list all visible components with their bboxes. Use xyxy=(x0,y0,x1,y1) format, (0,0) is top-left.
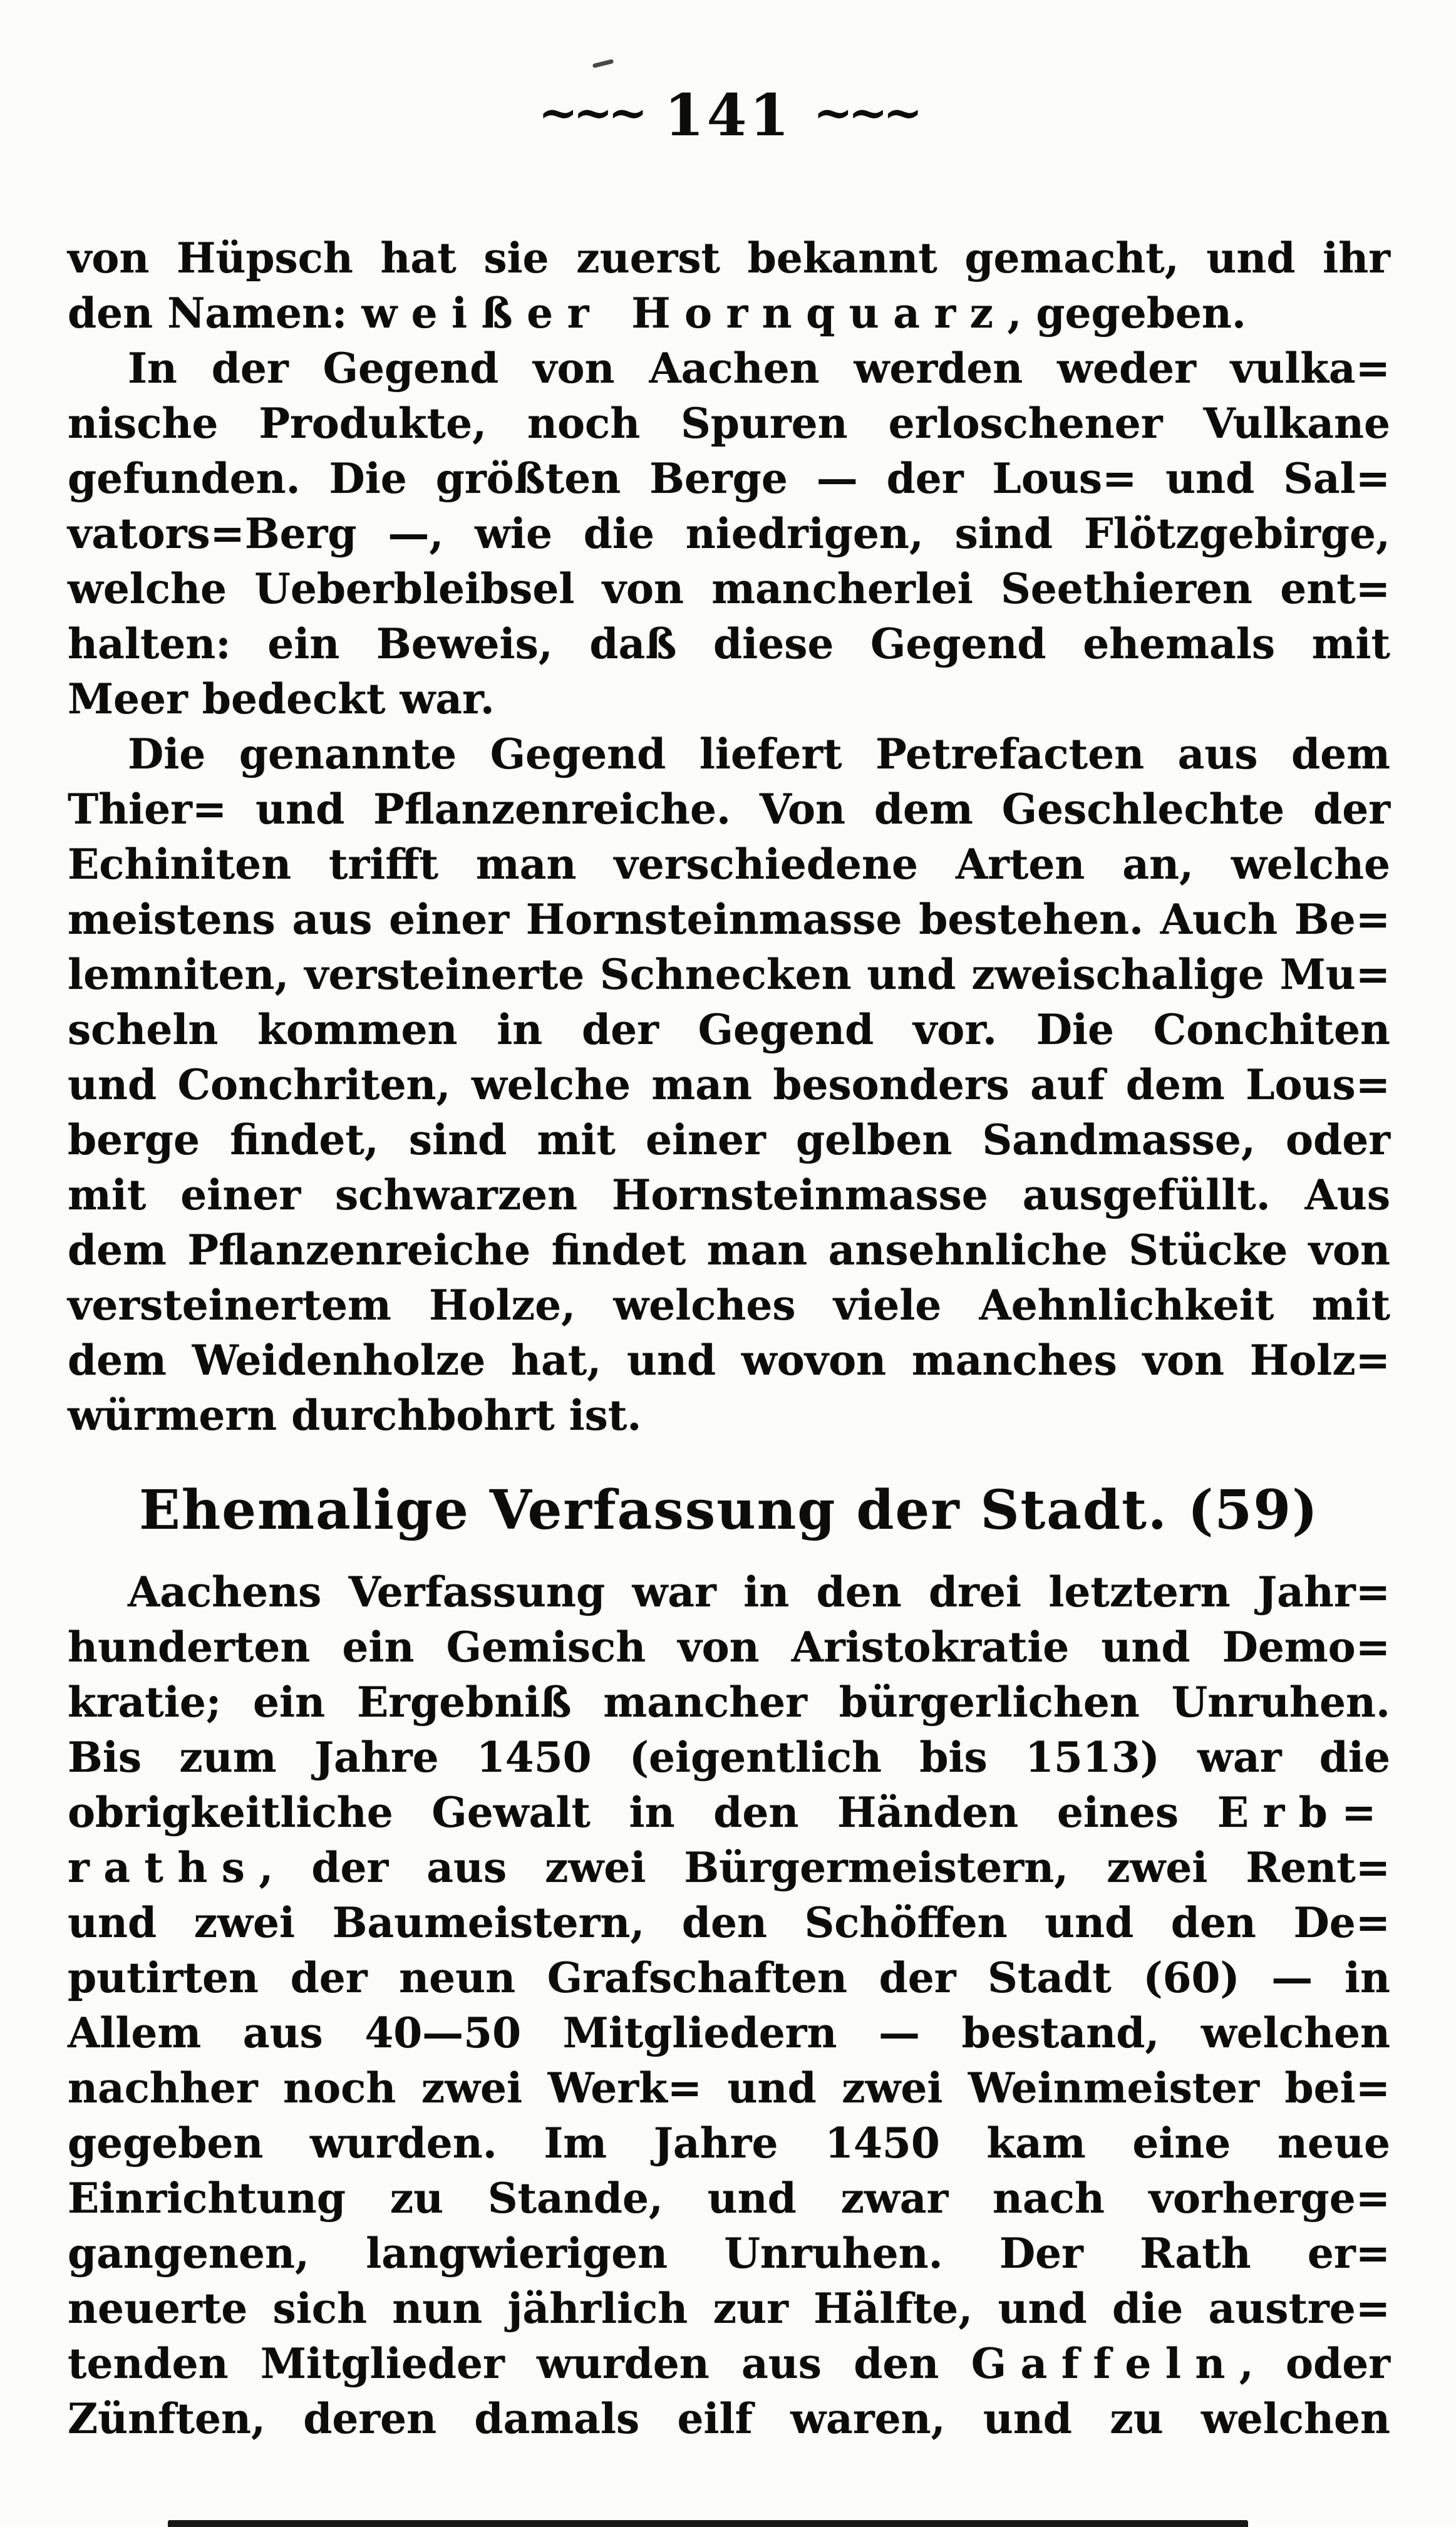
text-line xyxy=(68,2005,1390,2060)
text-segment: Die genannte Gegend liefert Petrefacten aus dem xyxy=(128,730,1390,778)
text-line xyxy=(68,1620,1390,1675)
text-segment: gefunden. Die größten Berge — der Lous= und Sal= xyxy=(68,454,1390,503)
paragraph xyxy=(68,726,1390,1443)
text-line xyxy=(68,837,1390,892)
text-segment: obrigkeitliche Gewalt in den Händen eines xyxy=(68,1788,1217,1837)
text-line xyxy=(68,1675,1390,1730)
text-segment: dem Weidenholze hat, und wovon manches von Holz= xyxy=(68,1336,1390,1385)
text-segment: Ehemalige Verfassung der Stadt. (59) xyxy=(139,1479,1319,1542)
header-ornament-right: ~~~ xyxy=(813,85,918,140)
heading-line xyxy=(68,1475,1390,1546)
text-segment: nische Produkte, noch Spuren erloschener Vulkane xyxy=(68,399,1390,448)
text-segment: den Namen: xyxy=(68,289,362,338)
text-segment: Zünften, deren damals eilf waren, und zu welchen xyxy=(68,2394,1390,2443)
text-segment: meistens aus einer Hornsteinmasse bestehen. Auch Be= xyxy=(68,895,1390,944)
text-line xyxy=(68,1840,1390,1895)
paragraph xyxy=(68,341,1390,726)
text-segment: Bis zum Jahre 1450 (eigentlich bis 1513) war die xyxy=(68,1733,1390,1782)
text-line xyxy=(68,892,1390,947)
text-line xyxy=(68,1333,1390,1388)
text-line xyxy=(68,1057,1390,1112)
text-line xyxy=(68,2226,1390,2281)
text-segment: lemniten, versteinerte Schnecken und zweischalige Mu= xyxy=(68,950,1390,999)
text-segment: Thier= und Pflanzenreiche. Von dem Geschlechte der xyxy=(68,785,1390,834)
text-line xyxy=(68,396,1390,451)
text-block xyxy=(68,230,1390,2446)
text-line xyxy=(68,616,1390,671)
text-line xyxy=(68,1222,1390,1278)
text-segment: Echiniten trifft man verschiedene Arten an, welche xyxy=(68,840,1390,889)
text-line xyxy=(68,671,1390,726)
text-line xyxy=(68,1950,1390,2005)
text-line xyxy=(68,1278,1390,1333)
text-segment: und Conchriten, welche man besonders auf dem Lous= xyxy=(68,1060,1390,1109)
scan-edge-artifact xyxy=(168,2520,1248,2527)
text-line xyxy=(68,506,1390,561)
text-line xyxy=(68,1002,1390,1057)
text-line xyxy=(68,1785,1390,1840)
text-line xyxy=(68,1895,1390,1950)
text-segment: Allem aus 40—50 Mitgliedern — bestand, welchen xyxy=(68,2008,1390,2057)
text-segment: vators=Berg —, wie die niedrigen, sind Flötzgebirge, xyxy=(68,509,1390,558)
text-segment: , der aus zwei Bürgermeistern, zwei Rent= xyxy=(259,1843,1390,1892)
text-line xyxy=(68,230,1390,286)
text-segment: gegeben wurden. Im Jahre 1450 kam eine neue xyxy=(68,2119,1390,2168)
text-segment: tenden Mitglieder wurden aus den xyxy=(68,2339,971,2388)
text-segment: würmern durchbohrt ist. xyxy=(68,1391,642,1440)
text-line xyxy=(68,451,1390,506)
text-segment: nachher noch zwei Werk= und zwei Weinmeister bei= xyxy=(68,2064,1390,2112)
text-segment: kratie; ein Ergebniß mancher bürgerlichen Unruhen. xyxy=(68,1678,1390,1727)
text-line xyxy=(68,726,1390,782)
stray-ink-mark xyxy=(592,59,614,68)
paragraph xyxy=(68,230,1390,341)
text-line xyxy=(68,1388,1390,1443)
section-heading xyxy=(68,1475,1390,1546)
text-segment: , oder xyxy=(1239,2339,1390,2388)
text-line xyxy=(68,2336,1390,2391)
text-segment: mit einer schwarzen Hornsteinmasse ausgefüllt. Aus xyxy=(68,1170,1390,1219)
letterspaced-emphasis: Gaffeln xyxy=(971,2339,1239,2388)
text-segment: und zwei Baumeistern, den Schöffen und den De= xyxy=(68,1898,1390,1947)
text-segment: Meer bedeckt war. xyxy=(68,674,495,723)
text-line xyxy=(68,1167,1390,1222)
text-line xyxy=(68,1112,1390,1167)
text-line xyxy=(68,561,1390,616)
text-segment: von Hüpsch hat sie zuerst bekannt gemacht, und ihr xyxy=(68,234,1390,282)
text-segment: gangenen, langwierigen Unruhen. Der Rath er= xyxy=(68,2229,1390,2278)
text-line xyxy=(68,947,1390,1002)
text-segment: putirten der neun Grafschaften der Stadt (60) — in xyxy=(68,1953,1390,2002)
text-segment: In der Gegend von Aachen werden weder vulka= xyxy=(128,344,1390,393)
text-line xyxy=(68,782,1390,837)
text-line xyxy=(68,2281,1390,2336)
text-segment: hunderten ein Gemisch von Aristokratie und Demo= xyxy=(68,1623,1390,1672)
letterspaced-emphasis: Erb= xyxy=(1217,1788,1390,1837)
paragraph xyxy=(68,1564,1390,2446)
letterspaced-emphasis: weißer Hornquarz xyxy=(361,289,1008,338)
text-segment: halten: ein Beweis, daß diese Gegend ehemals mit xyxy=(68,619,1390,668)
text-segment: welche Ueberbleibsel von mancherlei Seethieren ent= xyxy=(68,564,1390,613)
letterspaced-emphasis: raths xyxy=(68,1843,259,1892)
text-line xyxy=(68,341,1390,396)
text-line xyxy=(68,2391,1390,2446)
text-segment: scheln kommen in der Gegend vor. Die Conchiten xyxy=(68,1005,1390,1054)
text-line xyxy=(68,2171,1390,2226)
text-segment: Aachens Verfassung war in den drei letztern Jahr= xyxy=(128,1568,1390,1616)
text-segment: Einrichtung zu Stande, und zwar nach vorherge= xyxy=(68,2174,1390,2223)
text-segment: neuerte sich nun jährlich zur Hälfte, und die austre= xyxy=(68,2284,1390,2333)
text-segment: berge findet, sind mit einer gelben Sandmasse, oder xyxy=(68,1115,1390,1164)
text-line xyxy=(68,286,1390,341)
text-segment: dem Pflanzenreiche findet man ansehnliche Stücke von xyxy=(68,1226,1390,1274)
page-number: 141 xyxy=(664,81,792,149)
text-line xyxy=(68,1730,1390,1785)
text-line xyxy=(68,2060,1390,2116)
text-segment: versteinertem Holze, welches viele Aehnlichkeit mit xyxy=(68,1281,1390,1330)
header-ornament-left: ~~~ xyxy=(538,85,643,140)
text-line xyxy=(68,1564,1390,1620)
text-line xyxy=(68,2116,1390,2171)
page-header xyxy=(0,81,1456,149)
text-segment: , gegeben. xyxy=(1007,289,1246,338)
